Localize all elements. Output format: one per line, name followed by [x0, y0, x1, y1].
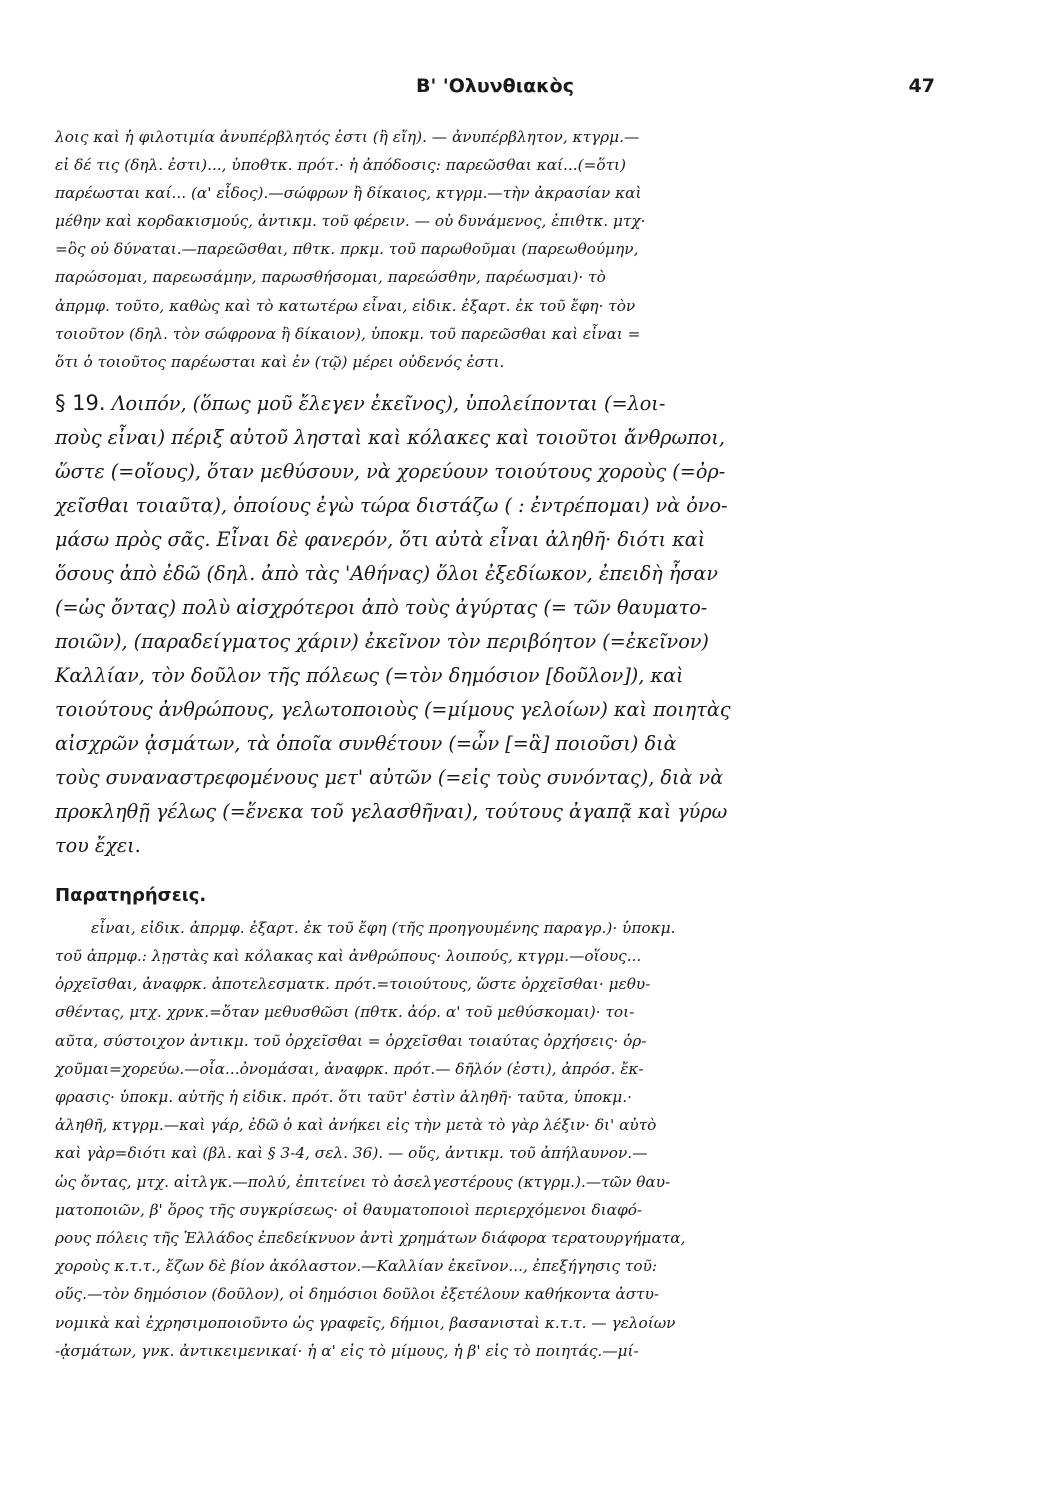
observation-line: -ᾀσμάτων, γνκ. ἀντικειμενικαί· ἡ α' εἰς τὸ μίμους, ἡ β' εἰς τὸ ποιητάς.—μί- — [55, 1341, 639, 1360]
observation-line: χοῦμαι=χορεύω.—οἷα...ὀνομάσαι, ἀναφρκ. πρότ.— δῆλόν (ἐστι), ἀπρόσ. ἔκ- — [55, 1059, 644, 1078]
page-header — [55, 75, 935, 115]
observation-line: ὀρχεῖσθαι, ἀναφρκ. ἀποτελεσματκ. πρότ.=τοιούτους, ὥστε ὀρχεῖσθαι· μεθυ- — [55, 975, 651, 994]
continued-notes — [55, 123, 935, 376]
observation-line: ματοποιῶν, β' ὅρος τῆς συγκρίσεως· οἱ θαυματοποιοὶ περιερχόμενοι διαφό- — [55, 1200, 643, 1219]
section-19-translation — [55, 386, 935, 863]
note-line: τοιοῦτον (δηλ. τὸν σώφρονα ἢ δίκαιον), ὑποκμ. τοῦ παρεῶσθαι καὶ εἶναι = — [55, 324, 641, 343]
translation-line: Καλλίαν, τὸν δοῦλον τῆς πόλεως (=τὸν δημόσιον [δοῦλον]), καὶ — [55, 663, 684, 687]
translation-line: μάσω πρὸς σᾶς. Εἶναι δὲ φανερόν, ὅτι αὐτὰ εἶναι ἀληθῆ· διότι καὶ — [55, 527, 706, 551]
translation-line: χεῖσθαι τοιαῦτα), ὁποίους ἐγὼ τώρα διστάζω ( : ἐντρέπομαι) νὰ ὀνο- — [55, 493, 728, 517]
note-line: =ὃς οὐ δύναται.—παρεῶσθαι, πθτκ. πρκμ. τοῦ παρωθοῦμαι (παρεωθούμην, — [55, 240, 639, 259]
note-line: ἀπρμφ. τοῦτο, καθὼς καὶ τὸ κατωτέρω εἶναι, εἰδικ. ἐξαρτ. ἐκ τοῦ ἔφη· τὸν — [55, 296, 636, 315]
note-line: εἰ δέ τις (δηλ. ἐστι)..., ὑποθτκ. πρότ.· ἡ ἀπόδοσις: παρεῶσθαι καί...(=ὅτι) — [55, 156, 627, 175]
translation-line: προκληθῇ γέλως (=ἕνεκα τοῦ γελασθῆναι), τούτους ἀγαπᾷ καὶ γύρω — [55, 799, 728, 823]
translation-line: ὅσους ἀπὸ ἐδῶ (δηλ. ἀπὸ τὰς 'Αθήνας) ὅλοι ἐξεδίωκον, ἐπειδὴ ἦσαν — [55, 561, 719, 585]
observation-line: ὡς ὄντας, μτχ. αἰτλγκ.—πολύ, ἐπιτείνει τὸ ἀσελγεστέρους (κτγρμ.).—τῶν θαυ- — [55, 1172, 671, 1191]
translation-line: ποιῶν), (παραδείγματος χάριν) ἐκεῖνον τὸν περιβόητον (=ἐκεῖνον) — [55, 629, 709, 653]
observation-line: ρους πόλεις τῆς Ἑλλάδος ἐπεδείκνυον ἀντὶ χρημάτων διάφορα τερατουργήματα, — [55, 1229, 686, 1248]
observation-line: εἶναι, εἰδικ. ἀπρμφ. ἐξαρτ. ἐκ τοῦ ἔφη (τῆς προηγουμένης παραγρ.)· ὑποκμ. — [91, 918, 676, 937]
observation-line: αῦτα, σύστοιχον ἀντικμ. τοῦ ὀρχεῖσθαι = ὀρχεῖσθαι τοιαύτας ὀρχήσεις· ὀρ- — [55, 1031, 647, 1050]
book-page — [55, 75, 935, 1365]
observation-line: οὕς.—τὸν δημόσιον (δοῦλον), οἱ δημόσιοι δοῦλοι ἐξετέλουν καθήκοντα ἀστυ- — [55, 1285, 660, 1304]
page-number: 47 — [908, 75, 935, 97]
translation-line: ποὺς εἶναι) πέριξ αὐτοῦ λησταὶ καὶ κόλακες καὶ τοιοῦτοι ἄνθρωποι, — [55, 425, 725, 449]
translation-first-line — [55, 386, 935, 421]
translation-line: αἰσχρῶν ᾀσμάτων, τὰ ὁποῖα συνθέτουν (=ὧν [=ἃ] ποιοῦσι) διὰ — [55, 731, 677, 755]
observations-body — [55, 914, 935, 1365]
observation-line: τοῦ ἀπρμφ.: λῃστὰς καὶ κόλακας καὶ ἀνθρώπους· λοιπούς, κτγρμ.—οἵους... — [55, 947, 642, 966]
note-line: μέθην καὶ κορδακισμούς, ἀντικμ. τοῦ φέρειν. — οὐ δυνάμενος, ἐπιθτκ. μτχ· — [55, 212, 646, 231]
observation-line: χοροὺς κ.τ.τ., ἔζων δὲ βίον ἀκόλαστον.—Καλλίαν ἐκεῖνον..., ἐπεξήγησις τοῦ: — [55, 1257, 658, 1276]
translation-line: (=ὡς ὄντας) πολὺ αἰσχρότεροι ἀπὸ τοὺς ἀγύρτας (= τῶν θαυματο- — [55, 595, 708, 619]
note-line: ὅτι ὁ τοιοῦτος παρέωσται καὶ ἐν (τῷ) μέρει οὐδενός ἐστι. — [55, 352, 505, 371]
translation-line: του ἔχει. — [55, 833, 141, 857]
translation-line: τοιούτους ἀνθρώπους, γελωτοποιοὺς (=μίμους γελοίων) καὶ ποιητὰς — [55, 697, 731, 721]
observation-line: φρασις· ὑποκμ. αὐτῆς ἡ εἰδικ. πρότ. ὅτι ταῦτ' ἐστὶν ἀληθῆ· ταῦτα, ὑποκμ.· — [55, 1088, 632, 1107]
translation-line: Λοιπόν, (ὅπως μοῦ ἔλεγεν ἐκεῖνος), ὑπολείπονται (=λοι- — [111, 391, 666, 415]
translation-line: τοὺς συναναστρεφομένους μετ' αὐτῶν (=εἰς τοὺς συνόντας), διὰ νὰ — [55, 765, 724, 789]
section-number: § 19. — [55, 390, 106, 415]
note-line: παρέωσται καί... (α' εἶδος).—σώφρων ἢ δίκαιος, κτγρμ.—τὴν ἀκρασίαν καὶ — [55, 184, 642, 203]
translation-line: ὥστε (=οἵους), ὅταν μεθύσουν, νὰ χορεύουν τοιούτους χοροὺς (=ὀρ- — [55, 459, 726, 483]
note-line: λοις καὶ ἡ φιλοτιμία ἀνυπέρβλητός ἐστι (ἢ εἴη). — ἀνυπέρβλητον, κτγρμ.— — [55, 128, 640, 146]
observation-line: νομικὰ καὶ ἐχρησιμοποιοῦντο ὡς γραφεῖς, δήμιοι, βασανισταὶ κ.τ.τ. — γελοίων — [55, 1313, 676, 1332]
observation-line: σθέντας, μτχ. χρνκ.=ὅταν μεθυσθῶσι (πθτκ. ἀόρ. α' τοῦ μεθύσκομαι)· τοι- — [55, 1003, 635, 1022]
note-line: παρώσομαι, παρεωσάμην, παρωσθήσομαι, παρεώσθην, παρέωσμαι)· τὸ — [55, 268, 606, 287]
observations-heading: Παρατηρήσεις. — [55, 884, 207, 906]
running-title: Β' 'Ολυνθιακὸς — [415, 75, 574, 97]
observation-line: ἀληθῆ, κτγρμ.—καὶ γάρ, ἐδῶ ὁ καὶ ἀνήκει εἰς τὴν μετὰ τὸ γὰρ λέξιν· δι' αὐτὸ — [55, 1116, 657, 1135]
observation-line: καὶ γὰρ=διότι καὶ (βλ. καὶ § 3-4, σελ. 36). — οὕς, ἀντικμ. τοῦ ἀπήλαυνον.— — [55, 1144, 648, 1163]
